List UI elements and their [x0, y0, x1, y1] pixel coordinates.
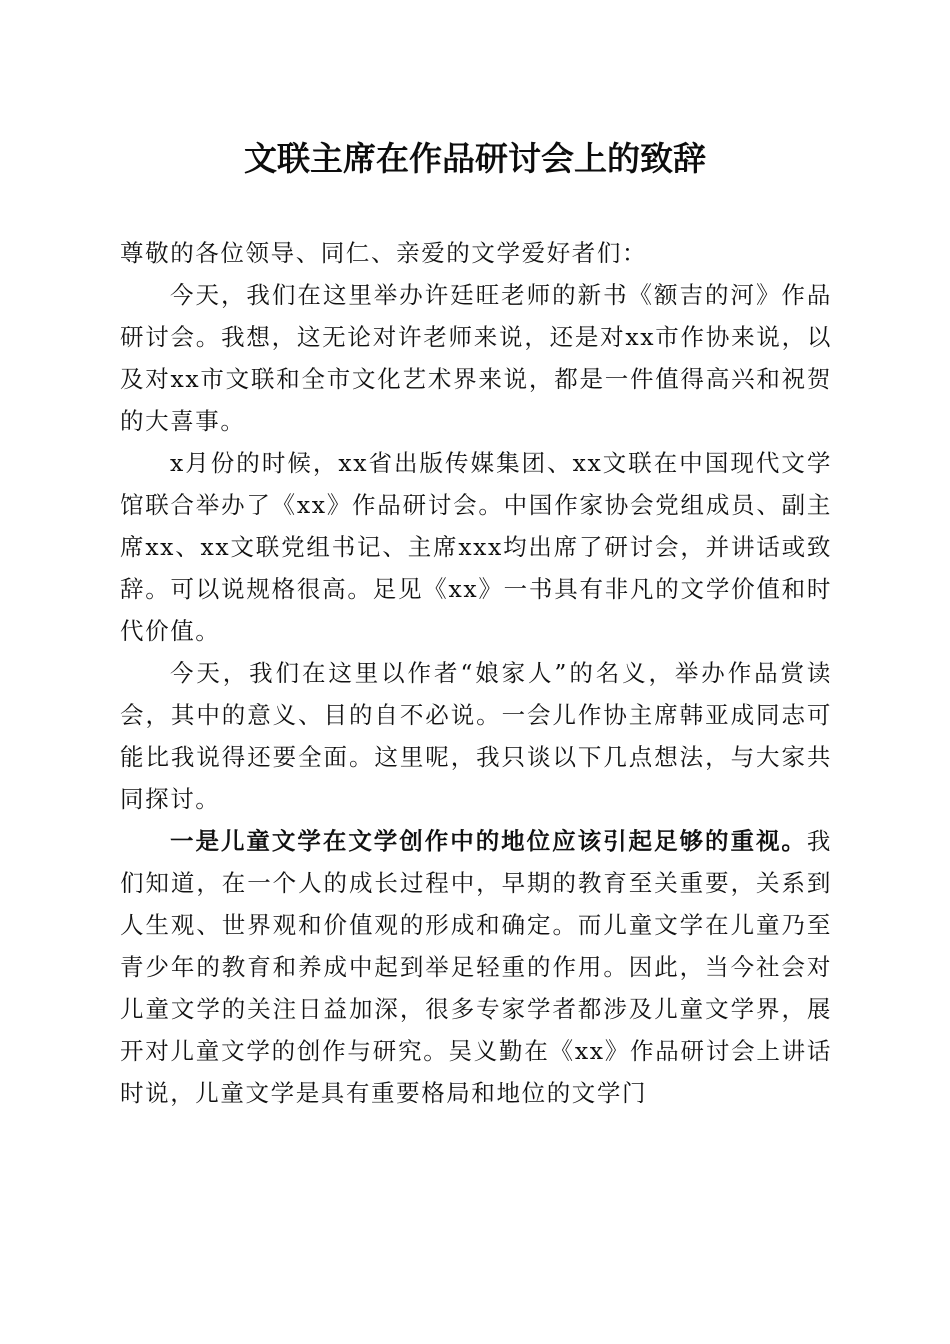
- document-title: 文联主席在作品研讨会上的致辞: [244, 139, 706, 178]
- paragraph-1: 今天，我们在这里举办许廷旺老师的新书《额吉的河》作品研讨会。我想，这无论对许老师来说，还是对xx市作协来说，以及对xx市文联和全市文化艺术界来说，都是一件值得高兴和祝贺的大喜事。: [120, 281, 832, 435]
- paragraph-4-lead: 一是儿童文学在文学创作中的地位应该引起足够的重视。: [170, 827, 807, 855]
- document-body: [120, 232, 832, 1114]
- paragraph-4: [120, 820, 832, 1114]
- paragraph-4-text: 我们知道，在一个人的成长过程中，早期的教育至关重要，关系到人生观、世界观和价值观的形成和确定。而儿童文学在儿童乃至青少年的教育和养成中起到举足轻重的作用。因此，当今社会对儿童文学的关注日益加深，很多专家学者都涉及儿童文学界，展开对儿童文学的创作与研究。吴义勤在《xx》作品研讨会上讲话时说，儿童文学是具有重要格局和地位的文学门: [120, 827, 832, 1107]
- paragraph-3: 今天，我们在这里以作者“娘家人”的名义，举办作品赏读会，其中的意义、目的自不必说。一会儿作协主席韩亚成同志可能比我说得还要全面。这里呢，我只谈以下几点想法，与大家共同探讨。: [120, 659, 832, 813]
- paragraph-2: x月份的时候，xx省出版传媒集团、xx文联在中国现代文学馆联合举办了《xx》作品研讨会。中国作家协会党组成员、副主席xx、xx文联党组书记、主席xxx均出席了研讨会，并讲话或致辞。可以说规格很高。足见《xx》一书具有非凡的文学价值和时代价值。: [120, 449, 832, 645]
- salutation: 尊敬的各位领导、同仁、亲爱的文学爱好者们：: [120, 239, 648, 267]
